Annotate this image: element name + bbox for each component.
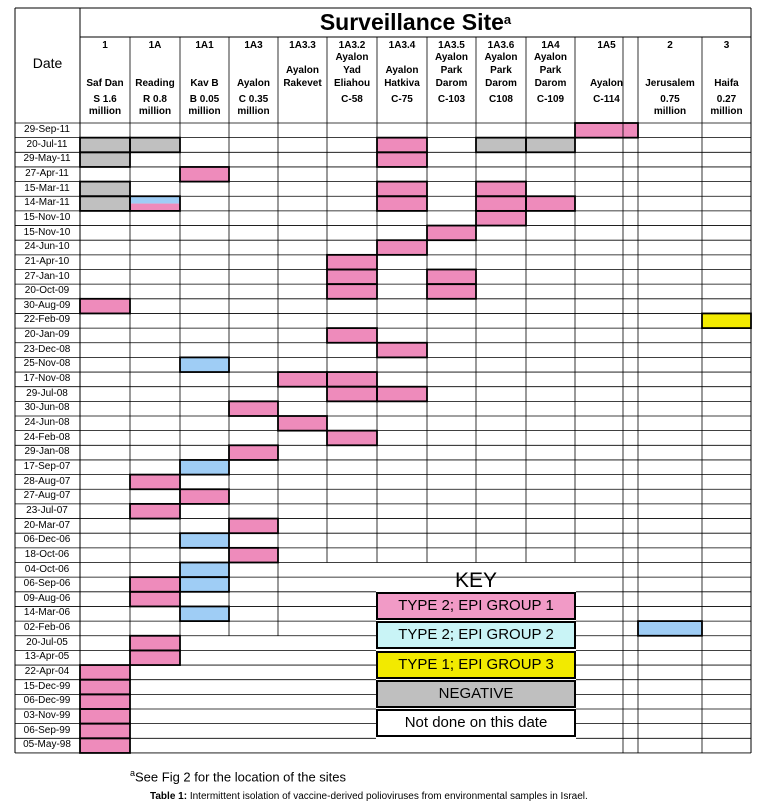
column-site-name: Ayalon Yad Eliahou (333, 52, 371, 89)
date-row-label: 06-Dec-06 (23, 534, 71, 546)
key-item: TYPE 2; EPI GROUP 2 (376, 621, 576, 649)
column-population: C-109 (536, 94, 565, 105)
cell-blue (180, 563, 229, 578)
date-row-label: 06-Dec-99 (23, 695, 71, 707)
date-row-label: 13-Apr-05 (24, 651, 70, 663)
date-row-label: 15-Mar-11 (24, 182, 70, 194)
date-row-label: 14-Mar-06 (23, 607, 71, 619)
cell-pink (327, 387, 377, 402)
table-title: Surveillance Site$^a$ (319, 9, 512, 35)
column-site-name: Ayalon Hatkiva (384, 65, 420, 89)
date-row-label: 06-Sep-06 (23, 578, 71, 590)
date-row-label: 20-Jan-09 (24, 329, 70, 341)
date-row-label: 03-Nov-99 (23, 710, 71, 721)
cell-pink (130, 577, 180, 592)
date-row-label: 29-May-11 (23, 153, 71, 165)
cell-pink (229, 519, 278, 534)
date-row-label: 14-Mar-11 (24, 197, 70, 209)
table-caption: Table 1: Intermittent isolation of vaccine-derived polioviruses from environmental samples in Israel. (150, 791, 588, 802)
column-population: S 1.6 million (88, 94, 122, 117)
cell-pink (377, 196, 427, 211)
column-population: 0.75 million (653, 94, 687, 117)
column-site-name: Ayalon Rakevet (283, 65, 322, 89)
date-row-label: 20-Mar-07 (23, 519, 71, 531)
cell-pink (80, 665, 130, 680)
date-row-label: 24-Jun-08 (24, 417, 70, 428)
column-number: 1 (102, 40, 108, 51)
date-row-label: 30-Aug-09 (23, 299, 71, 311)
column-population: R 0.8 million (138, 94, 172, 117)
key-item: TYPE 1; EPI GROUP 3 (376, 651, 576, 679)
column-number: 1A3.4 (388, 40, 416, 51)
column-population: C 0.35 million (237, 94, 270, 117)
column-number: 1A3.6 (487, 40, 515, 51)
key-item: TYPE 2; EPI GROUP 1 (376, 592, 576, 620)
column-site-name: Ayalon Park Darom (484, 52, 518, 89)
cell-pink (327, 270, 377, 285)
column-site-name: Ayalon Park Darom (435, 52, 468, 89)
column-number: 1A5 (597, 40, 616, 51)
cell-pink (377, 182, 427, 197)
column-number: 1A3 (244, 40, 263, 51)
date-row-label: 17-Sep-07 (23, 460, 71, 472)
cell-pink (476, 182, 526, 197)
cell-pink (526, 196, 575, 211)
cell-pink (377, 240, 427, 255)
date-row-label: 27-Aug-07 (23, 490, 71, 502)
column-site-name: Ayalon Park Darom (534, 52, 567, 89)
column-population: C-58 (341, 94, 363, 105)
cell-pink (377, 387, 427, 402)
date-row-label: 15-Dec-99 (23, 680, 71, 692)
date-row-label: 17-Nov-08 (23, 373, 71, 385)
cell-pink (327, 372, 377, 387)
cell-pink (130, 636, 180, 651)
cell-blue (180, 577, 229, 592)
cell-blue (638, 621, 702, 636)
cell-type2-group1 (130, 204, 180, 211)
cell-pink (229, 548, 278, 563)
column-site-name: Ayalon (237, 78, 270, 89)
cell-blue (180, 533, 229, 548)
column-number: 3 (723, 40, 730, 51)
column-number: 1A (148, 40, 162, 51)
column-population: C-103 (437, 94, 466, 105)
date-row-label: 30-Jun-08 (24, 402, 70, 414)
date-row-label: 27-Jan-10 (24, 270, 70, 282)
column-site-name: Ayalon (590, 78, 623, 89)
cell-pink (80, 738, 130, 753)
date-row-label: 20-Oct-09 (24, 285, 70, 297)
key-title: KEY (454, 569, 498, 592)
cell-pink (377, 343, 427, 358)
cell-pink (278, 416, 327, 431)
cell-gray (476, 138, 526, 153)
cell-blue (180, 606, 229, 621)
cell-pink (130, 504, 180, 519)
date-row-label: 29-Jul-08 (26, 387, 68, 399)
cell-blue (180, 357, 229, 372)
column-population: C-114 (593, 94, 620, 105)
column-site-name: Reading (135, 78, 175, 89)
date-row-label: 04-Oct-06 (24, 563, 70, 575)
key-item: NEGATIVE (376, 680, 576, 708)
date-row-label: 20-Jul-11 (26, 138, 68, 150)
date-column-header: Date (32, 55, 63, 71)
column-site-name: Haifa (714, 78, 739, 89)
date-row-label: 27-Apr-11 (25, 167, 69, 179)
cell-pink (80, 694, 130, 709)
cell-type2-group2 (130, 196, 180, 203)
cell-pink (476, 211, 526, 226)
date-row-label: 21-Apr-10 (24, 255, 70, 267)
cell-pink (327, 328, 377, 343)
cell-pink (377, 138, 427, 153)
cell-gray (80, 138, 130, 153)
cell-pink (80, 724, 130, 739)
cell-pink (327, 431, 377, 446)
column-number: 1A3.2 (338, 40, 366, 51)
date-row-label: 06-Sep-99 (23, 724, 71, 736)
column-number: 2 (667, 40, 673, 51)
date-row-label: 22-Apr-04 (24, 666, 70, 678)
cell-pink (278, 372, 327, 387)
column-site-name: Kav B (190, 78, 219, 89)
cell-pink (427, 226, 476, 241)
date-row-label: 25-Nov-08 (23, 358, 71, 370)
date-row-label: 15-Nov-10 (23, 226, 71, 238)
date-row-label: 22-Feb-09 (23, 314, 71, 326)
cell-pink (229, 401, 278, 416)
column-number: 1A3.5 (438, 40, 465, 51)
cell-pink (180, 167, 229, 182)
date-row-label: 28-Aug-07 (23, 475, 71, 487)
key-item: Not done on this date (376, 709, 576, 737)
date-row-label: 18-Oct-06 (24, 548, 70, 560)
cell-blue (180, 460, 229, 475)
column-site-name: Saf Dan (86, 78, 124, 89)
column-site-name: Jerusalem (645, 78, 695, 89)
cell-pink (80, 709, 130, 724)
column-population: C108 (489, 94, 513, 105)
cell-gray (80, 182, 130, 197)
date-row-label: 15-Nov-10 (23, 211, 71, 223)
cell-pink (80, 299, 130, 314)
column-number: 1A4 (541, 40, 560, 51)
cell-gray (80, 196, 130, 211)
column-population: 0.27 million (710, 94, 743, 117)
column-population: C-75 (391, 94, 413, 105)
cell-pink (427, 284, 476, 299)
date-row-label: 23-Jul-07 (26, 504, 68, 516)
date-row-label: 24-Feb-08 (23, 431, 71, 443)
date-row-label: 20-Jul-05 (26, 636, 68, 648)
date-row-label: 23-Dec-08 (23, 343, 71, 355)
cell-gray (80, 152, 130, 167)
footnote: $^a$See Fig 2 for the location of the sites (130, 768, 347, 785)
cell-pink (327, 284, 377, 299)
date-row-label: 29-Sep-11 (24, 124, 70, 135)
cell-pink (377, 152, 427, 167)
column-population: B 0.05 million (188, 94, 221, 117)
cell-pink (180, 489, 229, 504)
cell-pink (130, 475, 180, 490)
column-number: 1A1 (195, 40, 214, 51)
cell-pink (476, 196, 526, 211)
cell-pink (80, 680, 130, 695)
date-row-label: 29-Jan-08 (24, 446, 70, 458)
cell-gray (526, 138, 575, 153)
date-row-label: 09-Aug-06 (23, 592, 71, 604)
cell-pink (229, 445, 278, 460)
column-number: 1A3.3 (289, 40, 316, 51)
date-row-label: 05-May-98 (23, 739, 71, 751)
cell-pink (427, 270, 476, 285)
date-row-label: 02-Feb-06 (23, 622, 71, 634)
date-row-label: 24-Jun-10 (24, 241, 70, 253)
cell-gray (130, 138, 180, 153)
cell-pink (130, 592, 180, 607)
cell-pink (327, 255, 377, 270)
cell-yellow (702, 313, 751, 328)
column-population (278, 94, 327, 122)
cell-pink (575, 123, 638, 138)
cell-pink (130, 650, 180, 665)
